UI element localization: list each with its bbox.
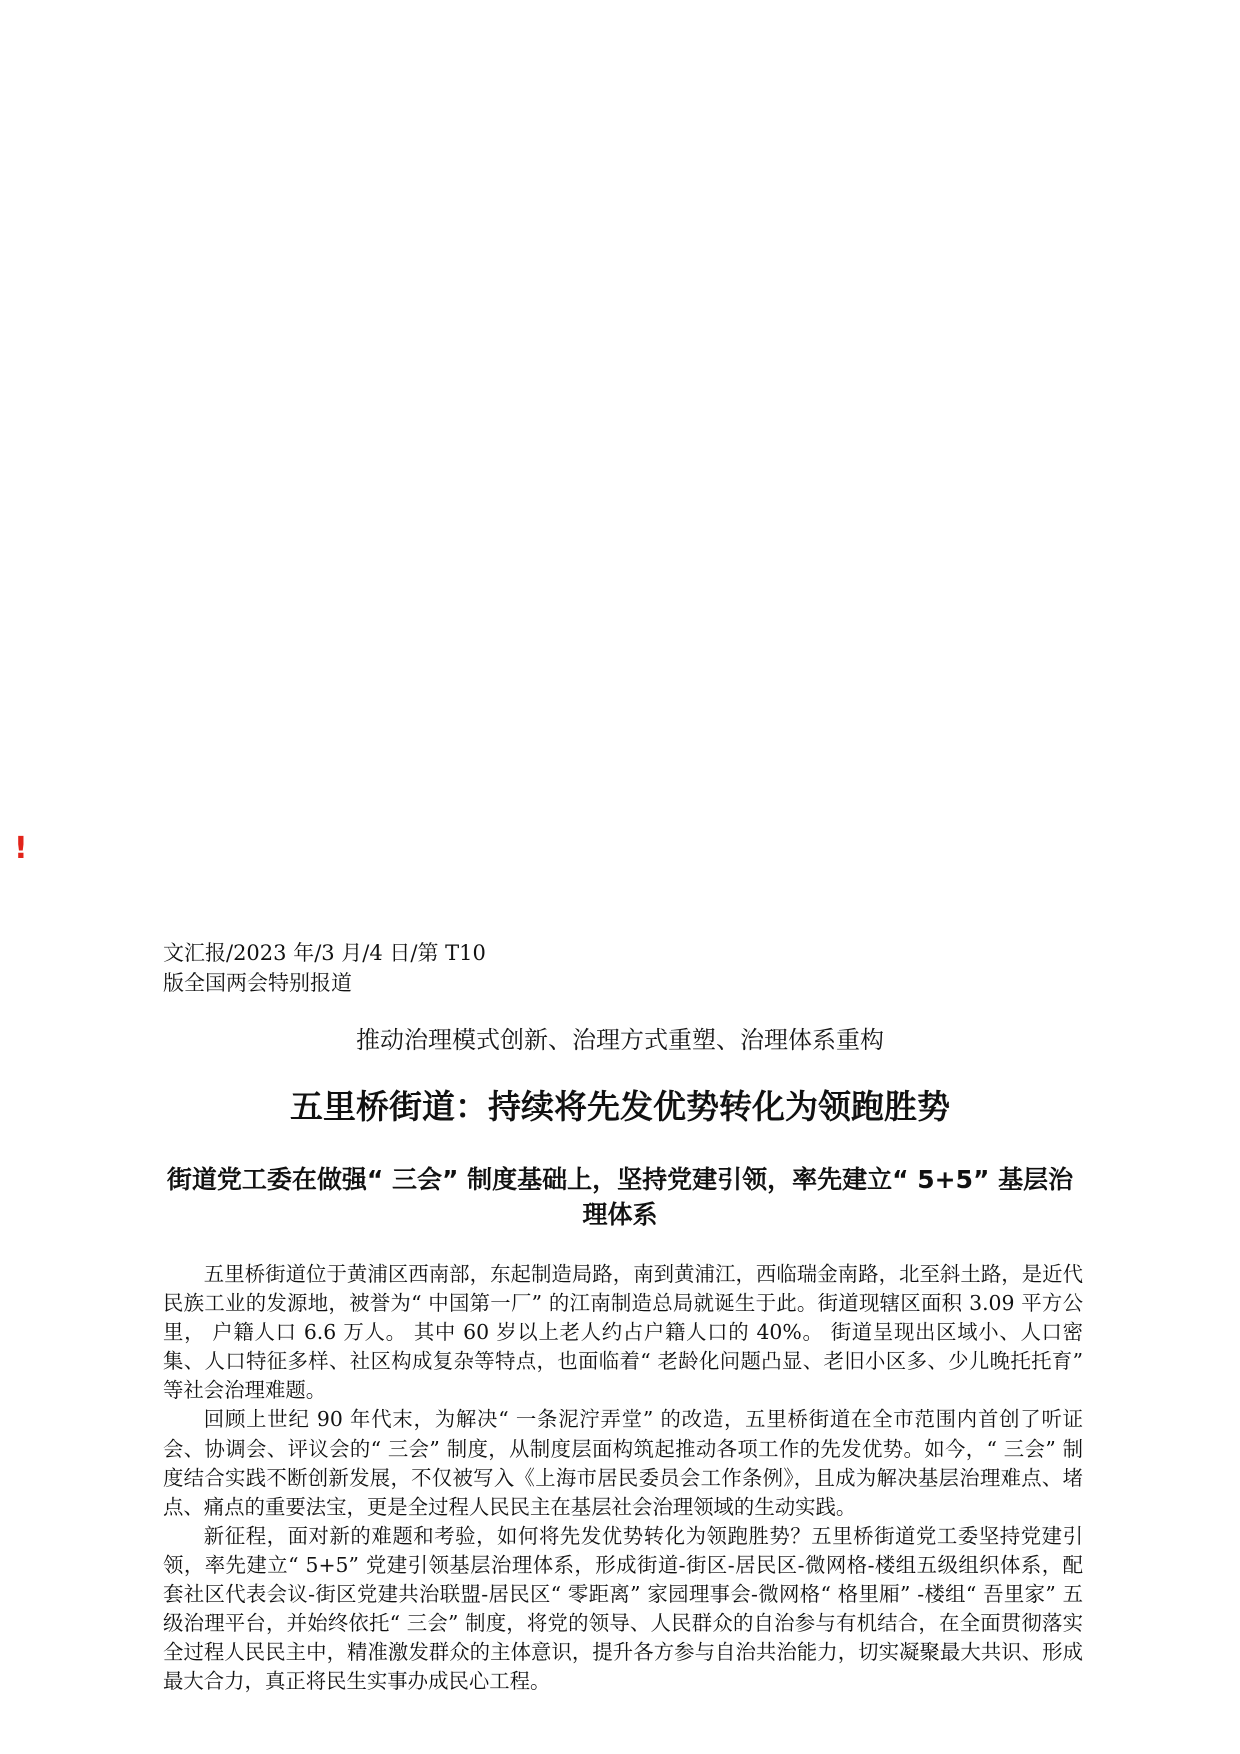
article-kicker: 推动治理模式创新、治理方式重塑、治理体系重构 [356, 1026, 884, 1054]
article-headline: 五里桥街道：持续将先发优势转化为领跑胜势 [290, 1087, 950, 1126]
body-paragraph-3: 新征程，面对新的难题和考验，如何将先发优势转化为领跑胜势？五里桥街道党工委坚持党建引领，率先建立“ 5+5” 党建引领基层治理体系，形成街道-街区-居民区-微网格-楼组五级组织体系，配套社区代表会议-街区党建共治联盟-居民区“ 零距离” 家园理事会-微网格“ 格里厢” -楼组“ 吾里家” 五级治理平台，并始终依托“ 三会” 制度，将党的领导、人民群众的自治参与有机结合，在全面贯彻落实全过程人民民主中，精准激发群众的主体意识，提升各方参与自治共治能力，切实凝聚最大共识、形成最大合力，真正将民生实事办成民心工程。 [163, 1523, 1083, 1694]
red-exclamation-mark: ! [14, 831, 28, 866]
body-paragraph-1: 五里桥街道位于黄浦区西南部，东起制造局路，南到黄浦江，西临瑞金南路，北至斜土路，是近代民族工业的发源地，被誉为“ 中国第一厂” 的江南制造总局就诞生于此。街道现辖区面积 3.09 平方公里， 户籍人口 6.6 万人。 其中 60 岁以上老人约占户籍人口的 40%。 街道呈现出区域小、人口密集、人口特征多样、社区构成复杂等特点，也面临着“ 老龄化问题凸显、老旧小区多、少儿晚托托育” 等社会治理难题。 [163, 1262, 1083, 1403]
source-line [163, 938, 723, 998]
article-body [163, 1260, 1083, 1696]
article-subhead: 街道党工委在做强“ 三会” 制度基础上，坚持党建引领，率先建立“ 5+5” 基层治理体系 [166, 1165, 1074, 1229]
source-line-1: 文汇报/2023 年/3 月/4 日/第 T10 [163, 941, 486, 965]
source-line-2: 版全国两会特别报道 [163, 971, 352, 995]
body-paragraph-2: 回顾上世纪 90 年代末，为解决“ 一条泥泞弄堂” 的改造，五里桥街道在全市范围内首创了听证会、协调会、评议会的“ 三会” 制度，从制度层面构筑起推动各项工作的先发优势。如今，“ 三会” 制度结合实践不断创新发展，不仅被写入《上海市居民委员会工作条例》，且成为解决基层治理难点、堵点、痛点的重要法宝，更是全过程人民民主在基层社会治理领域的生动实践。 [163, 1407, 1083, 1519]
